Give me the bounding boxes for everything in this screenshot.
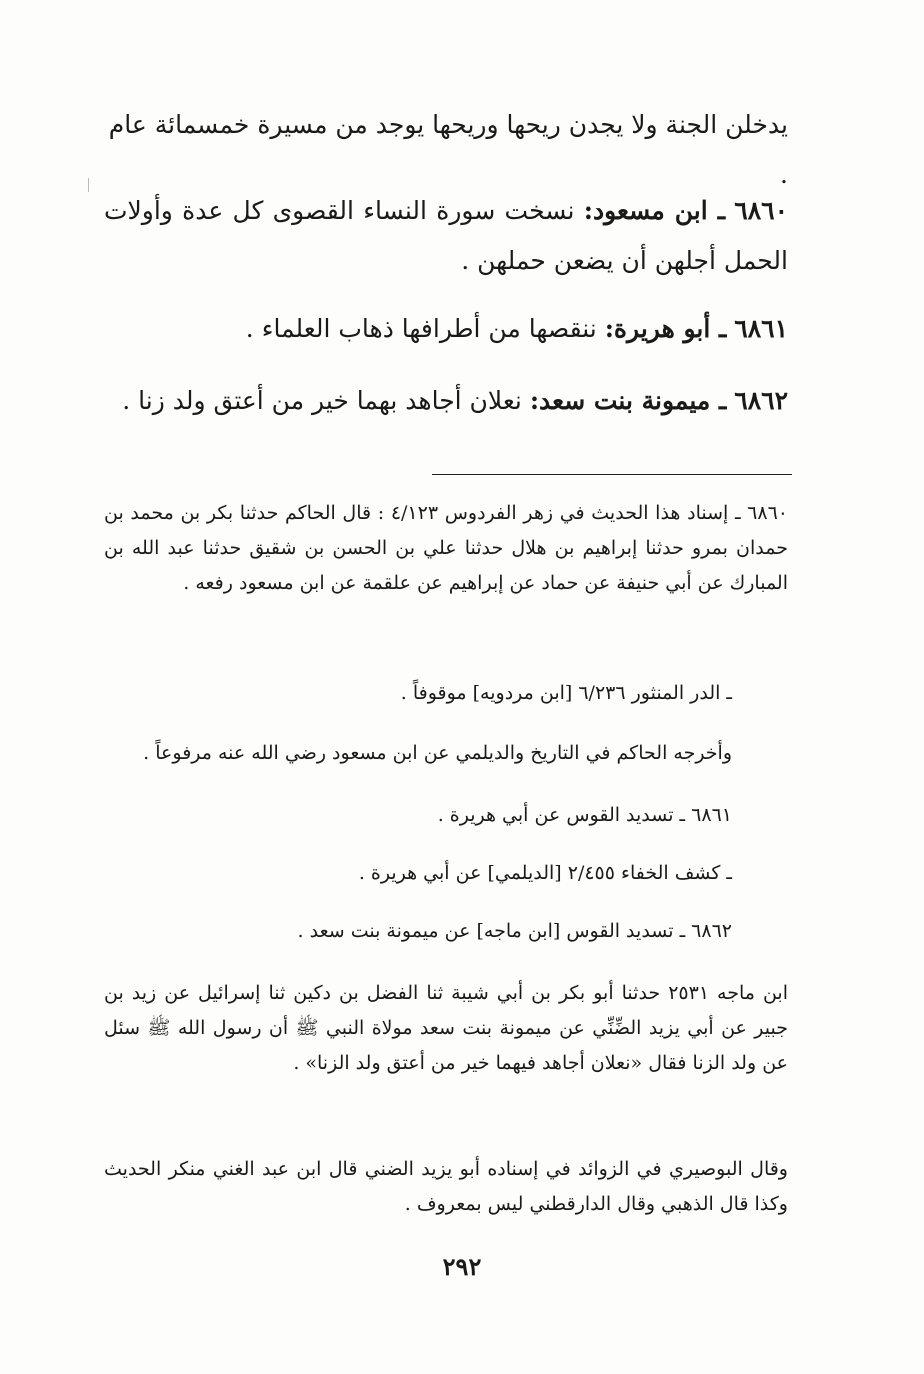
entry-6862 <box>104 376 788 426</box>
footnote-kashf-khafa: ـ كشف الخفاء ٢/٤٥٥ [الديلمي] عن أبي هريرة . <box>358 862 732 884</box>
footnote-busiri: وقال البوصيري في الزوائد في إسناده أبو يزيد الضني قال ابن عبد الغني منكر الحديث وكذا قال الذهبي وقال الدارقطني ليس بمعروف . <box>104 1158 788 1215</box>
entry-text: نعلان أجاهد بهما خير من أعتق ولد زنا . <box>122 386 522 415</box>
scan-artifact-line <box>88 178 89 192</box>
entry-number: ٦٨٦١ <box>734 314 788 343</box>
entry-6861 <box>104 304 788 354</box>
footnote-6860: ٦٨٦٠ ـ إسناد هذا الحديث في زهر الفردوس ٤/١٢٣ : قال الحاكم حدثنا بكر بن محمد بن حمدان بمرو حدثنا إبراهيم بن هلال حدثنا علي بن الحسن بن شقيق حدثنا عبد الله بن المبارك عن أبي حنيفة عن حماد عن إبراهيم عن علقمة عن ابن مسعود رفعه . <box>104 502 788 594</box>
entry-dash: ـ <box>710 314 727 343</box>
footnote-ibn-majah: ابن ماجه ٢٥٣١ حدثنا أبو بكر بن أبي شيبة ثنا الفضل بن دكين ثنا إسرائيل عن زيد بن جبير عن أبي يزيد الضِّنِّي عن ميمونة بنت سعد مولاة النبي ﷺ أن رسول الله ﷺ سئل عن ولد الزنا فقال «نعلان أجاهد فيهما خير من أعتق ولد الزنا» . <box>104 982 788 1074</box>
entry-narrator: ميمونة بنت سعد: <box>529 386 711 415</box>
entry-dash: ـ <box>710 386 727 415</box>
entry-narrator: ابن مسعود: <box>583 196 708 225</box>
entry-number: ٦٨٦٠ <box>734 196 788 225</box>
footnote-6862: ٦٨٦٢ ـ تسديد القوس [ابن ماجه] عن ميمونة بنت سعد . <box>297 920 732 942</box>
footnote-durr-manthur: ـ الدر المنثور ٦/٢٣٦ [ابن مردويه] موقوفاً . <box>400 682 732 704</box>
entry-dash: ـ <box>707 196 726 225</box>
entry-number: ٦٨٦٢ <box>734 386 788 415</box>
entry-6860 <box>104 186 788 286</box>
footnote-6861: ٦٨٦١ ـ تسديد القوس عن أبي هريرة . <box>437 804 732 826</box>
footnote-hakim-daylami: وأخرجه الحاكم في التاريخ والديلمي عن ابن مسعود رضي الله عنه مرفوعاً . <box>143 742 732 764</box>
entry-narrator: أبو هريرة: <box>604 314 711 343</box>
page-number: ٢٩٢ <box>442 1252 482 1281</box>
entry-text: ننقصها من أطرافها ذهاب العلماء . <box>245 314 597 343</box>
main-line-continuation: يدخلن الجنة ولا يجدن ريحها وريحها يوجد من مسيرة خمسمائة عام . <box>108 110 788 189</box>
footnote-divider <box>432 474 792 475</box>
entry-text: نسخت سورة النساء القصوى كل عدة وأولات الحمل أجلهن أن يضعن حملهن . <box>104 196 788 275</box>
